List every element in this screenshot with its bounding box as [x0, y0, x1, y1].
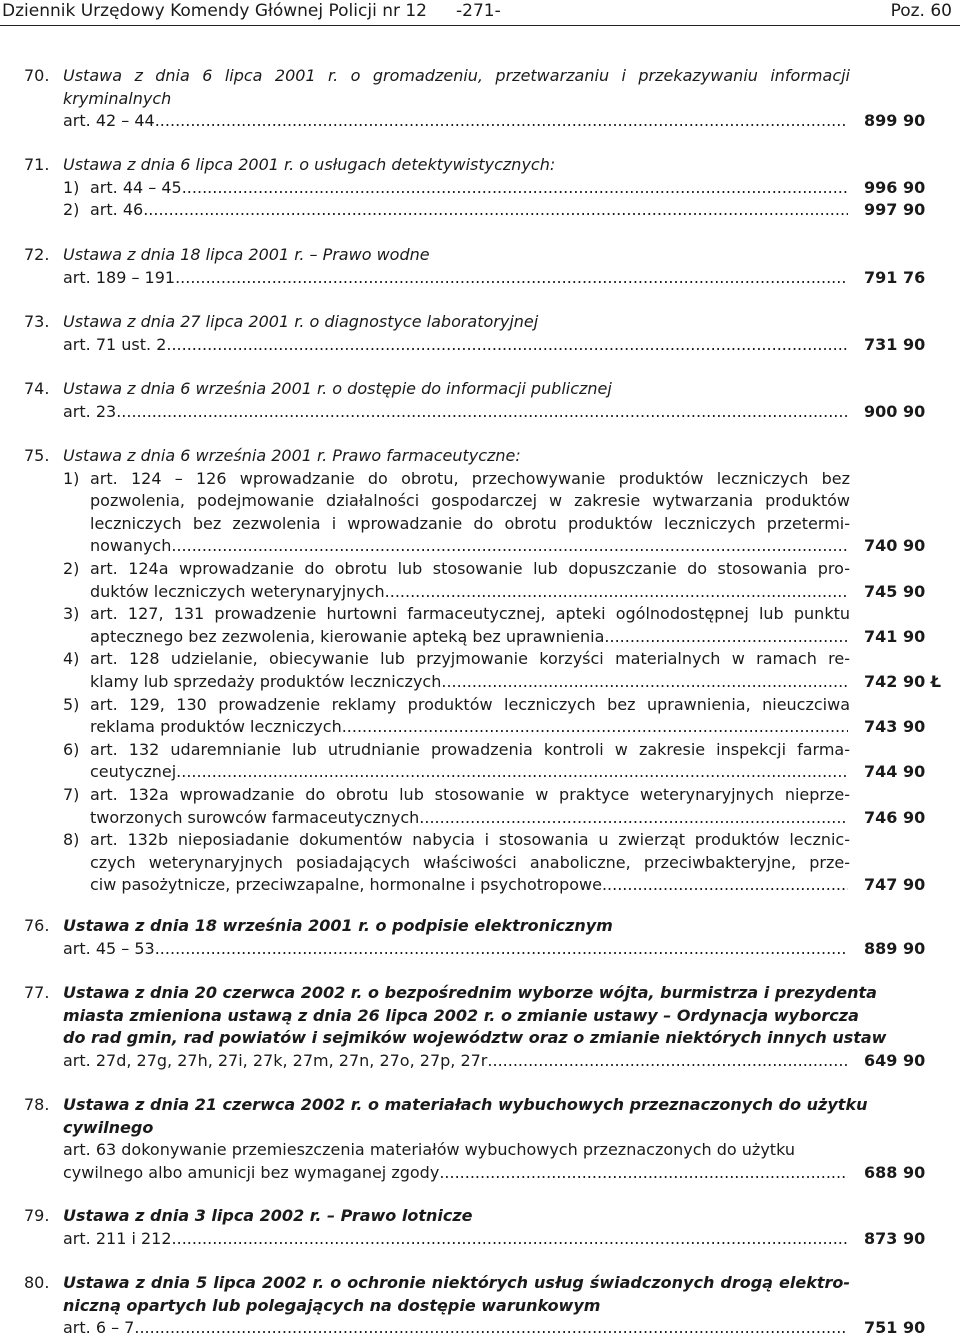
item-text: art. 129, 130 prowadzenie reklamy produktów leczniczych bez uprawnienia, nieuczciwa: [90, 694, 850, 714]
entry-title: Ustawa z dnia 6 września 2001 r. o dostępie do informacji publicznej: [63, 379, 612, 398]
item-text: art. 128 udzielanie, obiecywanie lub przyjmowanie korzyści materialnych w ramach re-: [90, 649, 850, 669]
item-text: tworzonych surowców farmaceutycznych: [90, 807, 420, 827]
price: 740 90: [864, 536, 926, 556]
item-text: ciw pasożytnicze, przeciwzapalne, hormonalne i psychotropowe: [90, 875, 602, 895]
entry-title: Ustawa z dnia 20 czerwca 2002 r. o bezpośrednim wyborze wójta, burmistrza i prezydenta: [63, 983, 877, 1002]
entry-77: [0, 982, 960, 1072]
article-ref: art. 189 – 191: [63, 267, 176, 287]
item-text: art. 127, 131 prowadzenie hurtowni farmaceutycznej, apteki ogólnodostępnej lub punktu: [90, 604, 850, 624]
entry-76: [0, 915, 960, 960]
item-text: ceutycznej: [90, 762, 177, 782]
entry-number: 76.: [24, 916, 50, 935]
item-text: art. 132 udaremnianie lub utrudnianie prowadzenia kontroli w zakresie inspekcji farma-: [90, 739, 850, 759]
entry-title: Ustawa z dnia 6 września 2001 r. Prawo farmaceutyczne:: [63, 446, 521, 465]
price: 747 90: [864, 875, 926, 895]
price: 741 90: [864, 626, 926, 646]
entry-title: Ustawa z dnia 6 lipca 2001 r. o gromadzeniu, przetwarzaniu i przekazywaniu informacji: [63, 66, 850, 85]
entry-number: 72.: [24, 245, 50, 264]
entry-title-cont: do rad gmin, rad powiatów i sejmików województw oraz o zmianie niektórych innych ustaw: [63, 1028, 887, 1048]
article-ref: art. 27d, 27g, 27h, 27i, 27k, 27m, 27n, 27o, 27p, 27r: [63, 1050, 488, 1070]
item-text: art. 132b nieposiadanie dokumentów nabycia i stosowania u zwierząt produktów lecznic-: [90, 830, 850, 850]
item-number: 8): [63, 830, 80, 850]
price: 742 90 Ł: [864, 671, 942, 691]
entry-79: [0, 1205, 960, 1250]
article-ref: art. 23: [63, 401, 117, 421]
position-number: Poz. 60: [890, 1, 952, 21]
entry-title-cont: niczną opartych lub polegających na dostępie warunkowym: [63, 1295, 601, 1315]
entry-title: Ustawa z dnia 27 lipca 2001 r. o diagnostyce laboratoryjnej: [63, 312, 539, 331]
entry-number: 79.: [24, 1206, 50, 1225]
item-text: art. 124 – 126 wprowadzanie do obrotu, przechowywanie produktów leczniczych bez: [90, 468, 850, 488]
article-ref: cywilnego albo amunicji bez wymaganej zgody: [63, 1162, 440, 1182]
article-ref: art. 71 ust. 2: [63, 334, 167, 354]
entry-number: 80.: [24, 1273, 50, 1292]
price: 746 90: [864, 807, 926, 827]
journal-title: Dziennik Urzędowy Komendy Głównej Policji nr 12: [2, 1, 427, 21]
entry-title-cont: miasta zmieniona ustawą z dnia 26 lipca 2002 r. o zmianie ustawy – Ordynacja wyborcza: [63, 1005, 859, 1025]
entry-title: Ustawa z dnia 3 lipca 2002 r. – Prawo lotnicze: [63, 1206, 473, 1225]
entry-number: 75.: [24, 446, 50, 465]
entry-80: [0, 1272, 960, 1340]
item-number: 1): [63, 468, 80, 488]
item-number: 1): [63, 177, 80, 197]
entry-78: [0, 1094, 960, 1184]
price: 791 76: [864, 267, 926, 287]
entry-title: Ustawa z dnia 21 czerwca 2002 r. o materiałach wybuchowych przeznaczonych do użytku: [63, 1095, 868, 1114]
header-rule: [0, 25, 960, 26]
item-text: duktów leczniczych weterynaryjnych: [90, 581, 385, 601]
entry-75: [0, 445, 960, 897]
item-text: czych weterynaryjnych posiadających właściwości anaboliczne, przeciwbakteryjne, prze-: [90, 852, 850, 872]
entry-74: [0, 378, 960, 423]
entry-title: Ustawa z dnia 18 września 2001 r. o podpisie elektronicznym: [63, 916, 613, 935]
price: 649 90: [864, 1050, 926, 1070]
entry-title: Ustawa z dnia 18 lipca 2001 r. – Prawo wodne: [63, 245, 430, 264]
item-text: art. 132a wprowadzanie do obrotu lub stosowanie w praktyce weterynaryjnych nieprze-: [90, 784, 850, 804]
entry-number: 73.: [24, 312, 50, 331]
entry-number: 71.: [24, 155, 50, 174]
price: 873 90: [864, 1228, 926, 1248]
entry-title-cont: cywilnego: [63, 1117, 154, 1137]
article-ref: art. 44 – 45: [90, 177, 182, 197]
entry-title-cont: kryminalnych: [63, 88, 172, 108]
price: 744 90: [864, 762, 926, 782]
price: 745 90: [864, 581, 926, 601]
article-ref: art. 45 – 53: [63, 938, 155, 958]
price: 997 90: [864, 200, 926, 220]
item-text: aptecznego bez zezwolenia, kierowanie apteką bez uprawnienia: [90, 626, 605, 646]
item-text: art. 124a wprowadzanie do obrotu lub stosowanie lub dopuszczanie do stosowania pro-: [90, 558, 850, 578]
entry-title: Ustawa z dnia 6 lipca 2001 r. o usługach detektywistycznych:: [63, 155, 556, 174]
entry-number: 78.: [24, 1095, 50, 1114]
article-ref: art. 211 i 212: [63, 1228, 172, 1248]
item-number: 2): [63, 200, 80, 220]
item-text: klamy lub sprzedaży produktów leczniczych: [90, 671, 442, 691]
item-number: 4): [63, 649, 80, 669]
item-text: pozwolenia, podejmowanie działalności gospodarczej w zakresie wytwarzania produktów: [90, 491, 850, 511]
item-number: 6): [63, 739, 80, 759]
price: 743 90: [864, 717, 926, 737]
page-number: -271-: [456, 1, 501, 21]
price: 900 90: [864, 401, 926, 421]
article-text: art. 63 dokonywanie przemieszczenia materiałów wybuchowych przeznaczonych do użytku: [63, 1140, 795, 1160]
entry-70: [0, 65, 960, 133]
item-text: nowanych: [90, 536, 172, 556]
price: 751 90: [864, 1318, 926, 1338]
entry-number: 74.: [24, 379, 50, 398]
entry-72: [0, 244, 960, 289]
entry-73: [0, 311, 960, 356]
item-text: leczniczych bez zezwolenia i wprowadzanie do obrotu produktów leczniczych przetermi-: [90, 513, 850, 533]
price: 889 90: [864, 938, 926, 958]
entry-71: [0, 154, 960, 222]
entry-title: Ustawa z dnia 5 lipca 2002 r. o ochronie niektórych usług świadczonych drogą elektro-: [63, 1273, 850, 1292]
price: 899 90: [864, 111, 926, 131]
entry-number: 77.: [24, 983, 50, 1002]
entry-number: 70.: [24, 66, 50, 85]
article-ref: art. 46: [90, 200, 144, 220]
item-number: 5): [63, 694, 80, 714]
price: 731 90: [864, 334, 926, 354]
price: 688 90: [864, 1162, 926, 1182]
item-number: 2): [63, 558, 80, 578]
item-number: 7): [63, 784, 80, 804]
article-ref: art. 42 – 44: [63, 111, 155, 131]
page-header: [0, 0, 960, 26]
item-text: reklama produktów leczniczych: [90, 717, 342, 737]
item-number: 3): [63, 604, 80, 624]
price: 996 90: [864, 177, 926, 197]
article-ref: art. 6 – 7: [63, 1318, 135, 1338]
